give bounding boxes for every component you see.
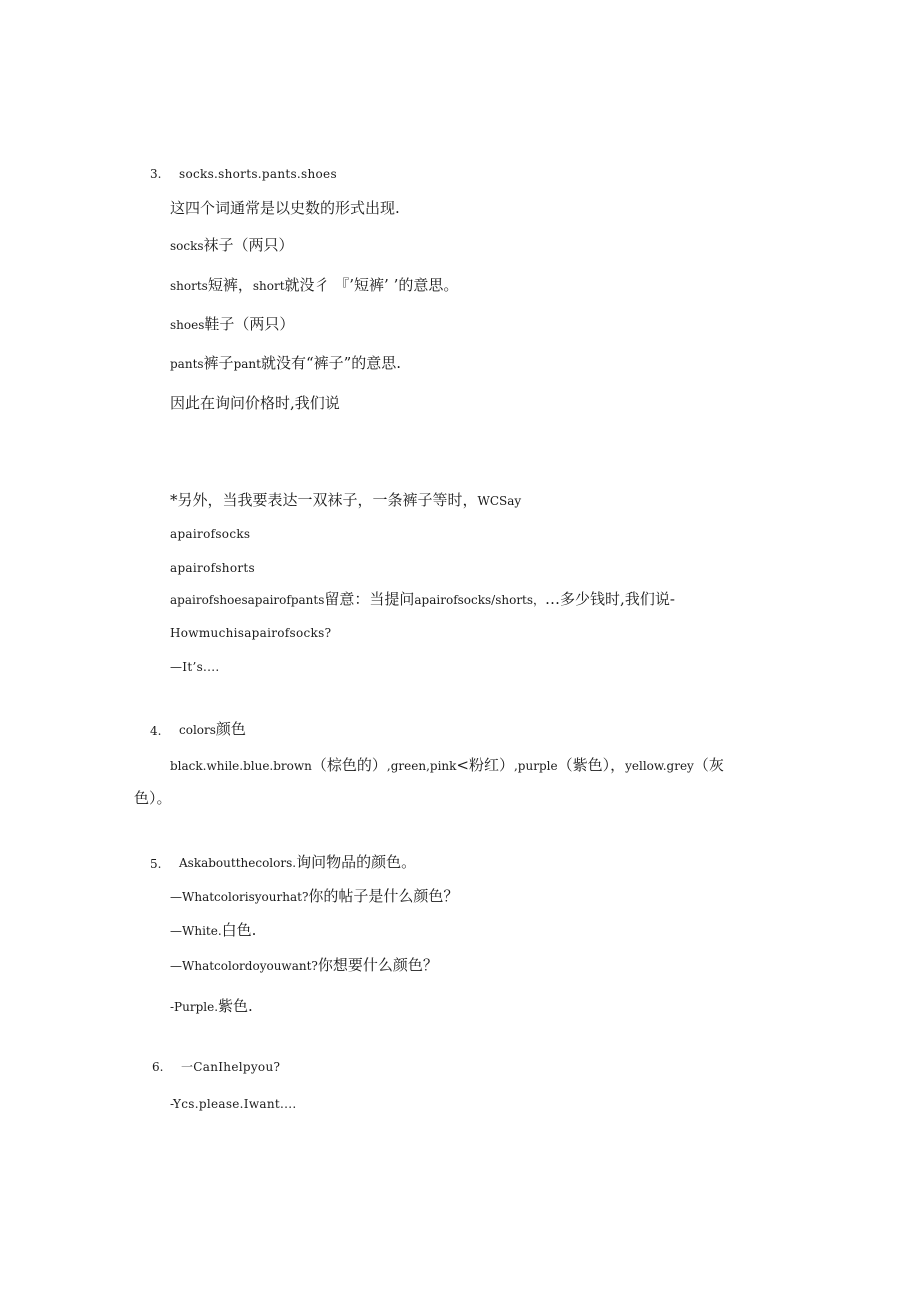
paragraph-line: apairofshorts bbox=[170, 561, 255, 575]
paragraph-line: apairofsocks bbox=[170, 527, 251, 541]
chinese-text: 你想要什么颜色？ bbox=[317, 956, 438, 974]
section-heading bbox=[179, 722, 246, 737]
chinese-text: 袜子（两只） bbox=[203, 236, 294, 254]
english-term: Askaboutthecolors. bbox=[179, 856, 297, 870]
paragraph-line bbox=[170, 999, 253, 1014]
english-term: shoes bbox=[170, 318, 205, 332]
chinese-text: …多少钱时,我们说- bbox=[545, 590, 675, 608]
english-term: WCSay bbox=[477, 494, 522, 508]
chinese-text: （紫色）， bbox=[557, 756, 626, 774]
section-number: 3. bbox=[150, 167, 162, 181]
paragraph-line: —It’s.... bbox=[170, 660, 220, 674]
english-term: apairofsocks/shorts， bbox=[414, 593, 546, 607]
chinese-text: 就没彳 『’短裤’ ’的意思。 bbox=[284, 276, 459, 294]
chinese-text: 白色. bbox=[221, 921, 257, 939]
english-term: pant bbox=[233, 357, 261, 371]
chinese-text: 就没有“裤子”的意思. bbox=[260, 354, 402, 372]
paragraph-line: 色）。 bbox=[134, 789, 172, 807]
paragraph-line bbox=[170, 493, 521, 508]
english-term: apairofshoesapairofpants bbox=[170, 593, 325, 607]
section-number: 4. bbox=[150, 724, 162, 738]
paragraph-line bbox=[170, 317, 294, 332]
english-term: ,green,pink bbox=[386, 759, 457, 773]
chinese-text: （灰 bbox=[693, 756, 724, 774]
english-term: pants bbox=[170, 357, 204, 371]
paragraph-line: Howmuchisapairofsocks? bbox=[170, 626, 332, 640]
chinese-text: 鞋子（两只） bbox=[204, 315, 295, 333]
paragraph-line bbox=[170, 592, 675, 607]
paragraph-line bbox=[170, 889, 458, 904]
english-term: —White. bbox=[170, 924, 222, 938]
section-heading: 一CanIhelpyou? bbox=[181, 1060, 281, 1074]
english-term: shorts bbox=[170, 279, 208, 293]
paragraph-line bbox=[170, 758, 724, 773]
paragraph-line: 因此在询问价格时,我们说 bbox=[170, 394, 340, 412]
paragraph-line bbox=[170, 923, 256, 938]
paragraph-line bbox=[170, 356, 401, 371]
english-term: ,purple bbox=[513, 759, 558, 773]
paragraph-line bbox=[170, 238, 294, 253]
english-term: short bbox=[252, 279, 285, 293]
english-term: colors bbox=[179, 723, 216, 737]
english-term: black.while.blue.brown bbox=[170, 759, 312, 773]
english-term: socks bbox=[170, 239, 204, 253]
chinese-text: <粉红） bbox=[456, 756, 514, 774]
paragraph-line bbox=[170, 958, 438, 973]
chinese-text: 裤子 bbox=[203, 354, 234, 372]
chinese-text: 紫色. bbox=[218, 997, 253, 1015]
paragraph-line: 这四个词通常是以史数的形式出现. bbox=[170, 199, 400, 217]
english-term: -Purple. bbox=[170, 1000, 219, 1014]
chinese-text: 询问物品的颜色。 bbox=[296, 853, 417, 871]
chinese-text: 颜色 bbox=[215, 720, 246, 738]
english-term: —Whatcolorisyourhat? bbox=[170, 890, 309, 904]
section-heading bbox=[179, 855, 416, 870]
english-term: —Whatcolordoyouwant? bbox=[170, 959, 318, 973]
chinese-text: 留意：当提问 bbox=[324, 590, 415, 608]
section-number: 5. bbox=[150, 857, 162, 871]
section-number: 6. bbox=[152, 1060, 164, 1074]
chinese-text: （棕色的） bbox=[311, 756, 387, 774]
english-term: yellow.grey bbox=[625, 759, 694, 773]
paragraph-line: -Ycs.please.Iwant.... bbox=[170, 1097, 297, 1111]
paragraph-line bbox=[170, 278, 458, 293]
chinese-text: *另外，当我要表达一双袜子，一条裤子等时， bbox=[170, 491, 478, 509]
chinese-text: 短裤， bbox=[207, 276, 253, 294]
chinese-text: 你的帖子是什么颜色？ bbox=[308, 887, 459, 905]
section-heading: socks.shorts.pants.shoes bbox=[179, 167, 337, 181]
